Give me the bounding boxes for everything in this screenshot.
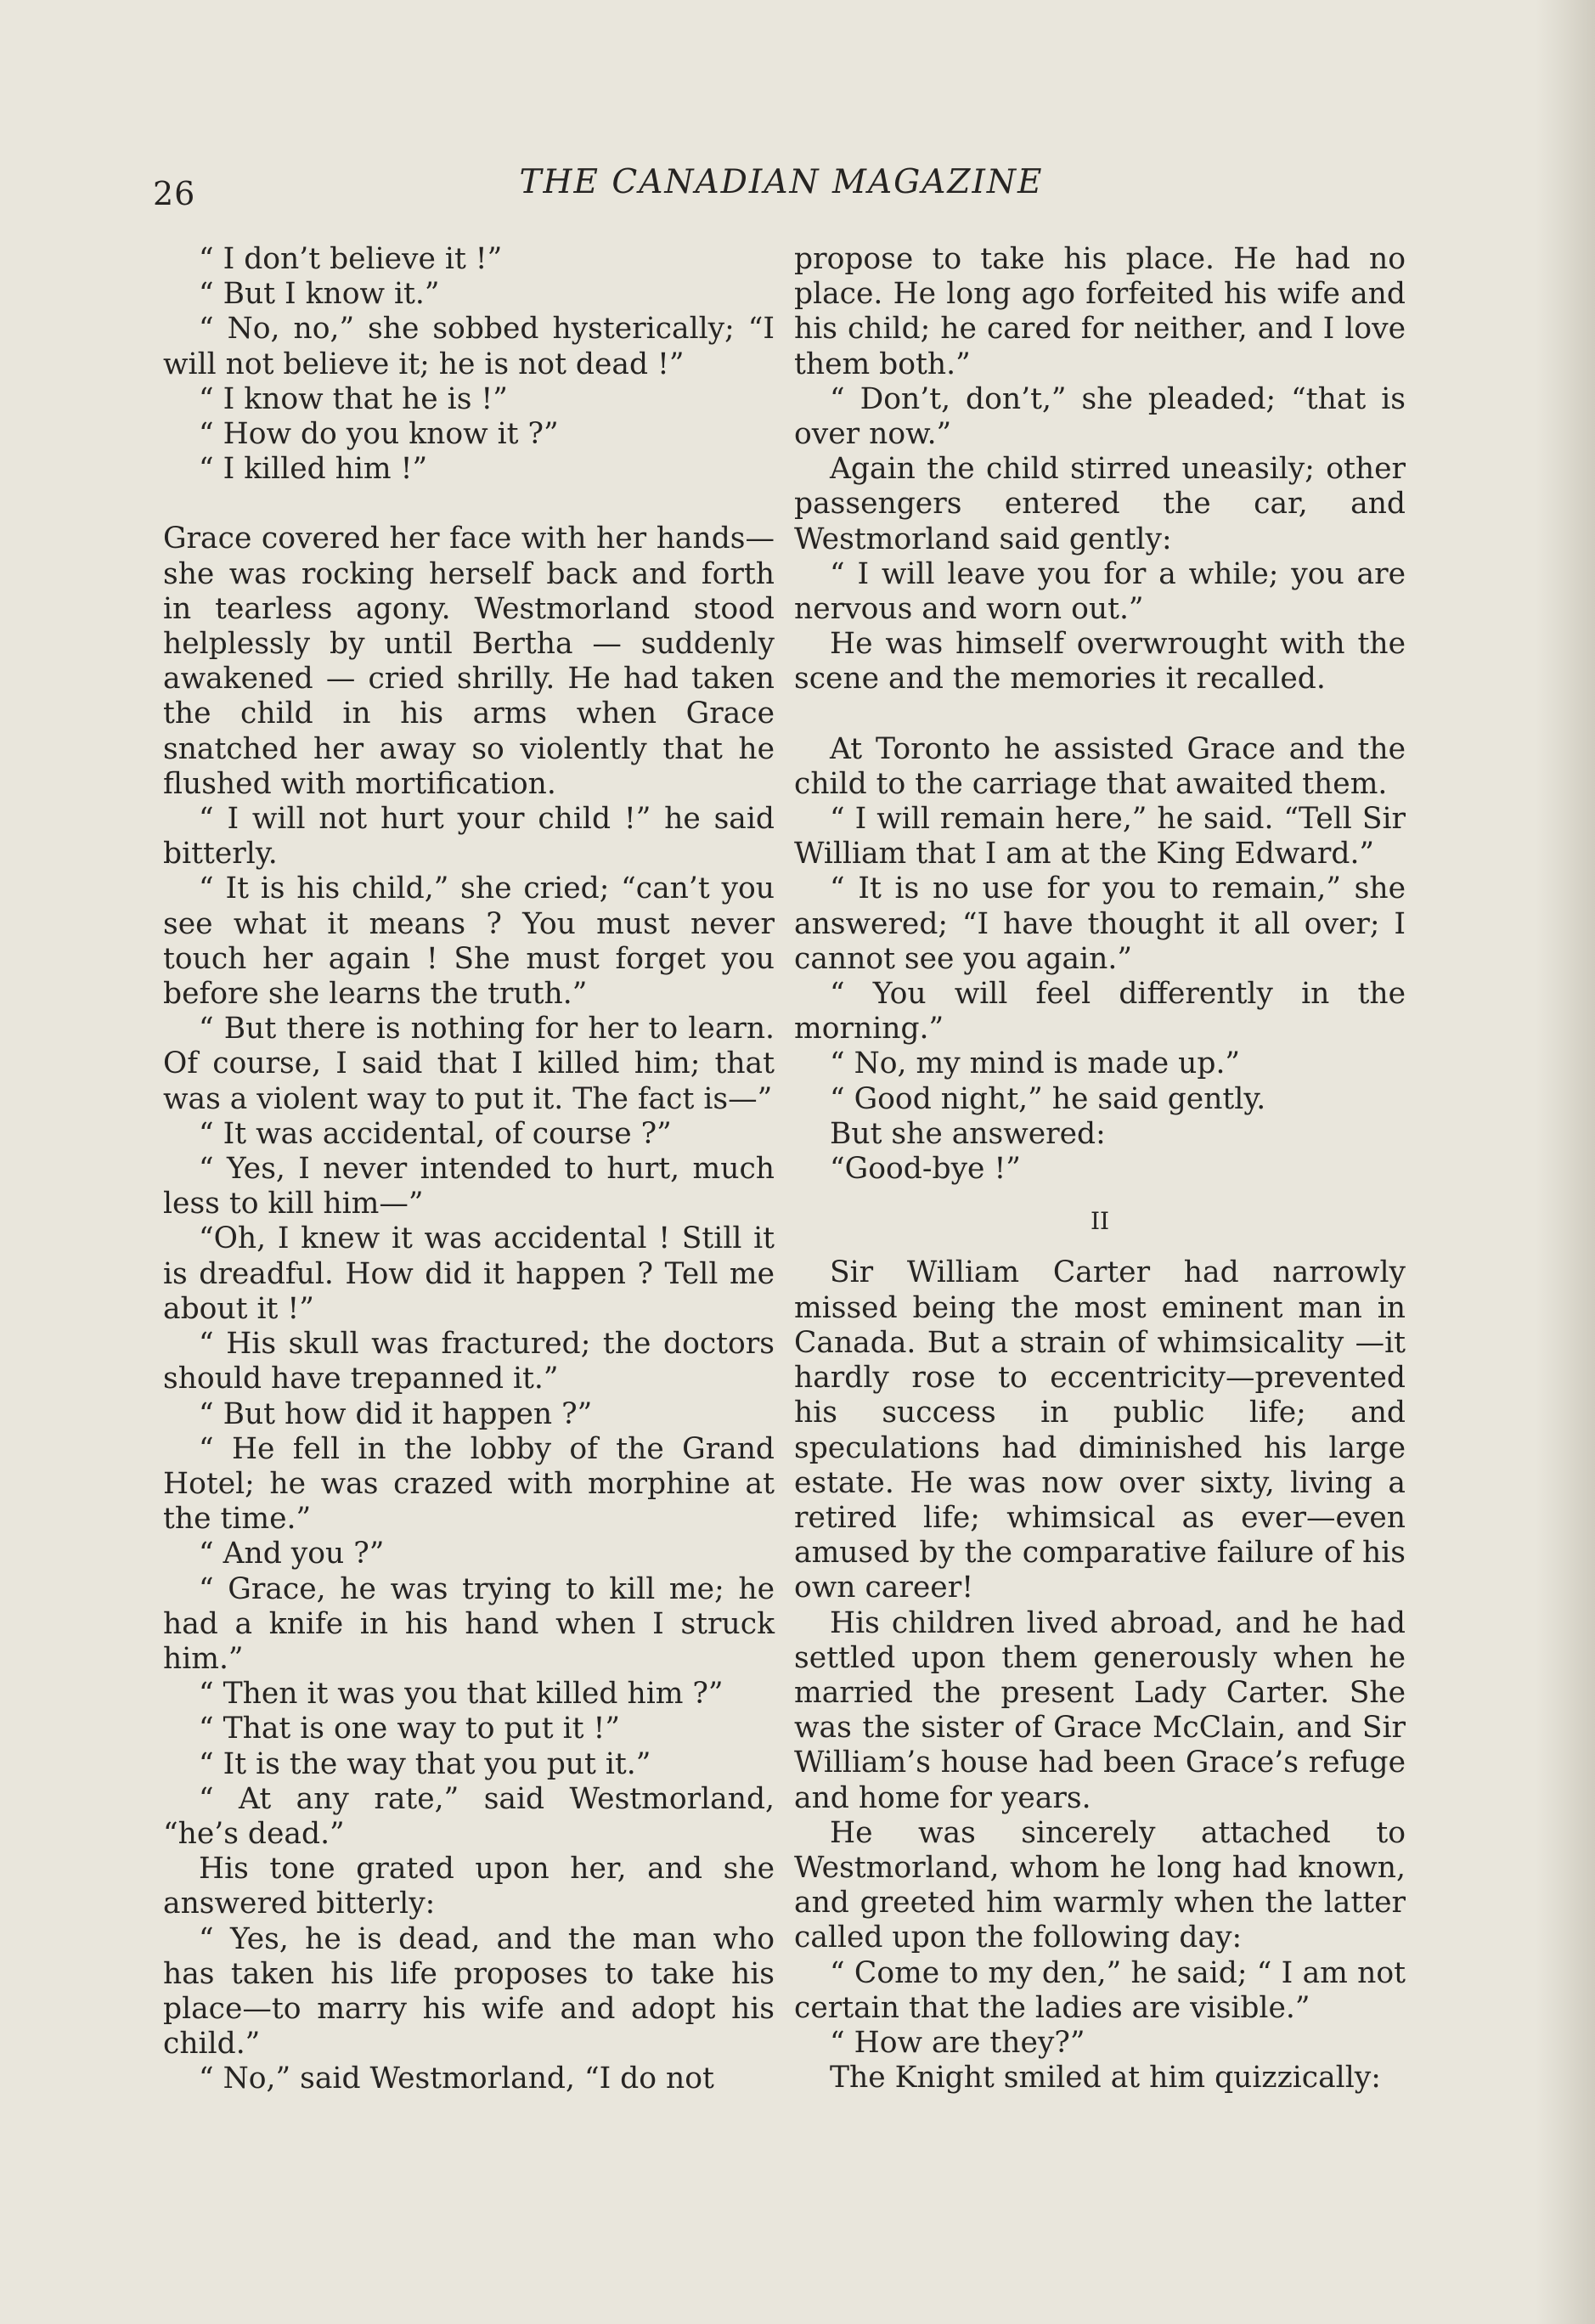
paragraph: The Knight smiled at him quizzically: [830, 2061, 1381, 2096]
paragraph: At Toronto he assisted Grace and the child to the carriage that awaited them. [794, 731, 1406, 801]
dialogue-line: “ I will leave you for a while; you are nervous and worn out.” [794, 556, 1406, 627]
right-column [794, 242, 1406, 2096]
dialogue-line: “ No,” said Westmorland, “I do not [199, 2062, 714, 2096]
dialogue-line: “Oh, I knew it was accidental ! Still it is dreadful. How did it happen ? Tell me about it !” [163, 1221, 775, 1326]
paragraph: Sir William Carter had narrowly missed being the most eminent man in Canada. But a strain of whimsicality —it hardly rose to eccentricity—prevented his success in public life; and speculations had diminished his large estate. He was now over sixty, living a retired life; whimsical as ever—even amused by the comparative failure of his own career! [794, 1255, 1406, 1605]
dialogue-line: “ I killed him !” [199, 452, 428, 487]
dialogue-line: “ That is one way to put it !” [199, 1712, 620, 1746]
dialogue-line: “Good-bye !” [830, 1152, 1021, 1187]
dialogue-line: “ But how did it happen ?” [199, 1396, 593, 1431]
page-number: 26 [153, 175, 196, 212]
paragraph: Grace covered her face with her hands—she was rocking herself back and forth in tearless agony. Westmorland stood helplessly by until Bertha — suddenly awakened — cried shrilly. He had taken the child in his arms when Grace snatched her away so violently that he flushed with mortification. [163, 522, 775, 801]
dialogue-line: “ Don’t, don’t,” she pleaded; “that is over now.” [794, 381, 1406, 452]
dialogue-line: “ You will feel differently in the morning.” [794, 977, 1406, 1046]
dialogue-line: “ I will not hurt your child !” he said bitterly. [163, 802, 775, 872]
dialogue-line: “ It is the way that you put it.” [199, 1746, 651, 1781]
dialogue-line: “ Then it was you that killed him ?” [199, 1677, 724, 1712]
paragraph: He was himself overwrought with the scene and the memories it recalled. [794, 627, 1406, 697]
dialogue-line: “ It was accidental, of course ?” [199, 1116, 672, 1151]
dialogue-line: “ No, no,” she sobbed hysterically; “I will not believe it; he is not dead !” [163, 312, 775, 381]
paragraph-spacer [163, 487, 775, 522]
dialogue-line: “ Yes, he is dead, and the man who has taken his life proposes to take his place—to marry his wife and adopt his child.” [163, 1921, 775, 2062]
dialogue-line: “ I know that he is !” [199, 381, 508, 416]
dialogue-line: “ At any rate,” said Westmorland, “he’s dead.” [163, 1781, 775, 1851]
dialogue-line: “ But I know it.” [199, 277, 440, 312]
dialogue-line: “ I don’t believe it !” [199, 242, 503, 276]
paragraph-spacer [794, 697, 1406, 732]
page-header [153, 163, 1410, 214]
paragraph: He was sincerely attached to Westmorland, whom he long had known, and greeted him warmly when the latter called upon the following day: [794, 1815, 1406, 1955]
section-spacer [794, 1238, 1406, 1255]
dialogue-line: “ Yes, I never intended to hurt, much less to kill him—” [163, 1152, 775, 1221]
dialogue-line: “ Good night,” he said gently. [830, 1081, 1266, 1116]
section-spacer [794, 1187, 1406, 1204]
paragraph: Again the child stirred uneasily; other passengers entered the car, and Westmorland said gently: [794, 452, 1406, 556]
dialogue-line: “ Grace, he was trying to kill me; he had a knife in his hand when I struck him.” [163, 1571, 775, 1676]
dialogue-line: “ But there is nothing for her to learn. Of course, I said that I killed him; that was a violent way to put it. The fact is—” [163, 1012, 775, 1116]
paragraph: But she answered: [830, 1116, 1106, 1151]
running-title: THE CANADIAN MAGAZINE [519, 163, 1044, 201]
dialogue-line: “ How do you know it ?” [199, 417, 559, 452]
dialogue-line: “ No, my mind is made up.” [830, 1046, 1241, 1081]
paragraph: His tone grated upon her, and she answered bitterly: [163, 1852, 775, 1921]
dialogue-line: “ I will remain here,” he said. “Tell Sir William that I am at the King Edward.” [794, 802, 1406, 872]
page-edge-shadow [1536, 0, 1595, 2324]
dialogue-line: “ Come to my den,” he said; “ I am not certain that the ladies are visible.” [794, 1955, 1406, 2025]
dialogue-line: “ He fell in the lobby of the Grand Hotel; he was crazed with morphine at the time.” [163, 1431, 775, 1537]
dialogue-line: “ His skull was fractured; the doctors should have trepanned it.” [163, 1327, 775, 1396]
paragraph-continuation: propose to take his place. He had no place. He long ago forfeited his wife and his child; he cared for neither, and I love them both.” [794, 242, 1406, 381]
dialogue-line: “ How are they?” [830, 2025, 1085, 2060]
paragraph: His children lived abroad, and he had settled upon them generously when he married the present Lady Carter. She was the sister of Grace McClain, and Sir William’s house had been Grace’s refuge and home for years. [794, 1605, 1406, 1815]
dialogue-line: “ It is no use for you to remain,” she answered; “I have thought it all over; I cannot see you again.” [794, 872, 1406, 976]
dialogue-line: “ And you ?” [199, 1537, 385, 1571]
dialogue-line: “ It is his child,” she cried; “can’t you see what it means ? You must never touch her again ! She must forget you before she learns the truth.” [163, 872, 775, 1012]
left-column [163, 242, 775, 2097]
section-numeral: II [1090, 1207, 1110, 1236]
